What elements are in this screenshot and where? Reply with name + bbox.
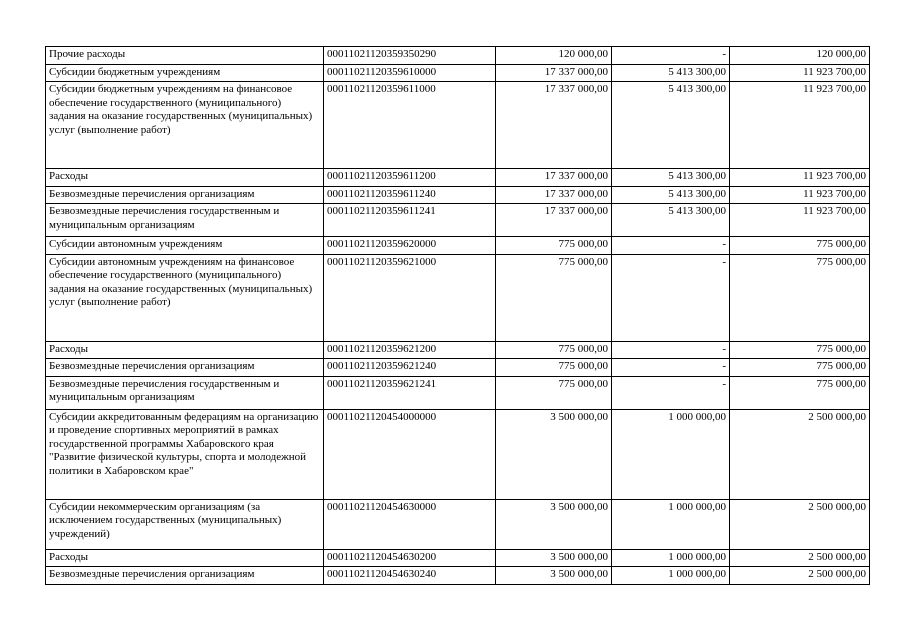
row-remaining: 11 923 700,00 [730,186,870,204]
row-code: 00011021120359350290 [324,47,496,65]
row-code: 00011021120359611000 [324,82,496,169]
row-code: 00011021120359621241 [324,376,496,409]
row-name: Расходы [46,341,324,359]
row-code: 00011021120359621240 [324,359,496,377]
row-name: Расходы [46,169,324,187]
row-remaining: 11 923 700,00 [730,82,870,169]
row-name: Субсидии бюджетным учреждениям на финансовое обеспечение государственного (муниципального) задания на оказание государственных (муниципальных) услуг (выполнение работ) [46,82,324,169]
row-executed: 1 000 000,00 [612,499,730,549]
row-code: 00011021120454630000 [324,499,496,549]
row-approved: 3 500 000,00 [496,567,612,585]
row-approved: 775 000,00 [496,254,612,341]
row-name: Субсидии бюджетным учреждениям [46,64,324,82]
row-executed: 5 413 300,00 [612,204,730,237]
table-row [46,549,870,567]
row-remaining: 775 000,00 [730,237,870,255]
row-remaining: 11 923 700,00 [730,169,870,187]
row-approved: 3 500 000,00 [496,499,612,549]
row-executed: 5 413 300,00 [612,169,730,187]
row-remaining: 11 923 700,00 [730,204,870,237]
table-row [46,47,870,65]
table-row [46,64,870,82]
row-executed: 5 413 300,00 [612,82,730,169]
row-name: Безвозмездные перечисления организациям [46,186,324,204]
row-approved: 17 337 000,00 [496,64,612,82]
row-approved: 17 337 000,00 [496,169,612,187]
table-row [46,567,870,585]
row-approved: 3 500 000,00 [496,549,612,567]
table-row [46,169,870,187]
row-executed: - [612,254,730,341]
row-name: Субсидии некоммерческим организациям (за исключением государственных (муниципальных) учреждений) [46,499,324,549]
row-remaining: 11 923 700,00 [730,64,870,82]
row-code: 00011021120359611200 [324,169,496,187]
row-executed: 1 000 000,00 [612,549,730,567]
row-approved: 775 000,00 [496,341,612,359]
table-row [46,409,870,499]
row-approved: 120 000,00 [496,47,612,65]
row-name: Расходы [46,549,324,567]
row-remaining: 775 000,00 [730,376,870,409]
row-remaining: 2 500 000,00 [730,409,870,499]
row-approved: 775 000,00 [496,376,612,409]
row-name: Безвозмездные перечисления государственным и муниципальным организациям [46,376,324,409]
row-remaining: 775 000,00 [730,359,870,377]
row-code: 00011021120454630240 [324,567,496,585]
row-remaining: 775 000,00 [730,341,870,359]
row-name: Безвозмездные перечисления организациям [46,359,324,377]
row-approved: 3 500 000,00 [496,409,612,499]
row-approved: 17 337 000,00 [496,204,612,237]
row-code: 00011021120359621200 [324,341,496,359]
row-remaining: 2 500 000,00 [730,549,870,567]
table-row [46,186,870,204]
row-name: Прочие расходы [46,47,324,65]
row-executed: 1 000 000,00 [612,409,730,499]
row-executed: 1 000 000,00 [612,567,730,585]
row-remaining: 775 000,00 [730,254,870,341]
table-row [46,237,870,255]
row-executed: 5 413 300,00 [612,186,730,204]
row-executed: - [612,237,730,255]
row-remaining: 2 500 000,00 [730,499,870,549]
row-name: Субсидии аккредитованным федерациям на организацию и проведение спортивных мероприятий в рамках государственной программы Хабаровского края "Развитие физической культуры, спорта и молодежной политики в Хабаровском крае" [46,409,324,499]
table-row [46,204,870,237]
row-executed: - [612,359,730,377]
row-name: Субсидии автономным учреждениям на финансовое обеспечение государственного (муниципального) задания на оказание государственных (муниципальных) услуг (выполнение работ) [46,254,324,341]
table-row [46,341,870,359]
table-row [46,254,870,341]
row-executed: - [612,47,730,65]
row-code: 00011021120359611240 [324,186,496,204]
row-executed: - [612,341,730,359]
row-code: 00011021120359610000 [324,64,496,82]
row-code: 00011021120454630200 [324,549,496,567]
row-code: 00011021120454000000 [324,409,496,499]
table-row [46,359,870,377]
row-approved: 17 337 000,00 [496,82,612,169]
row-approved: 17 337 000,00 [496,186,612,204]
row-remaining: 2 500 000,00 [730,567,870,585]
row-code: 00011021120359620000 [324,237,496,255]
row-executed: 5 413 300,00 [612,64,730,82]
table-row [46,499,870,549]
budget-table [45,46,870,585]
row-name: Безвозмездные перечисления организациям [46,567,324,585]
row-approved: 775 000,00 [496,359,612,377]
row-code: 00011021120359611241 [324,204,496,237]
row-name: Безвозмездные перечисления государственным и муниципальным организациям [46,204,324,237]
row-approved: 775 000,00 [496,237,612,255]
row-remaining: 120 000,00 [730,47,870,65]
row-executed: - [612,376,730,409]
row-name: Субсидии автономным учреждениям [46,237,324,255]
table-row [46,82,870,169]
table-row [46,376,870,409]
row-code: 00011021120359621000 [324,254,496,341]
